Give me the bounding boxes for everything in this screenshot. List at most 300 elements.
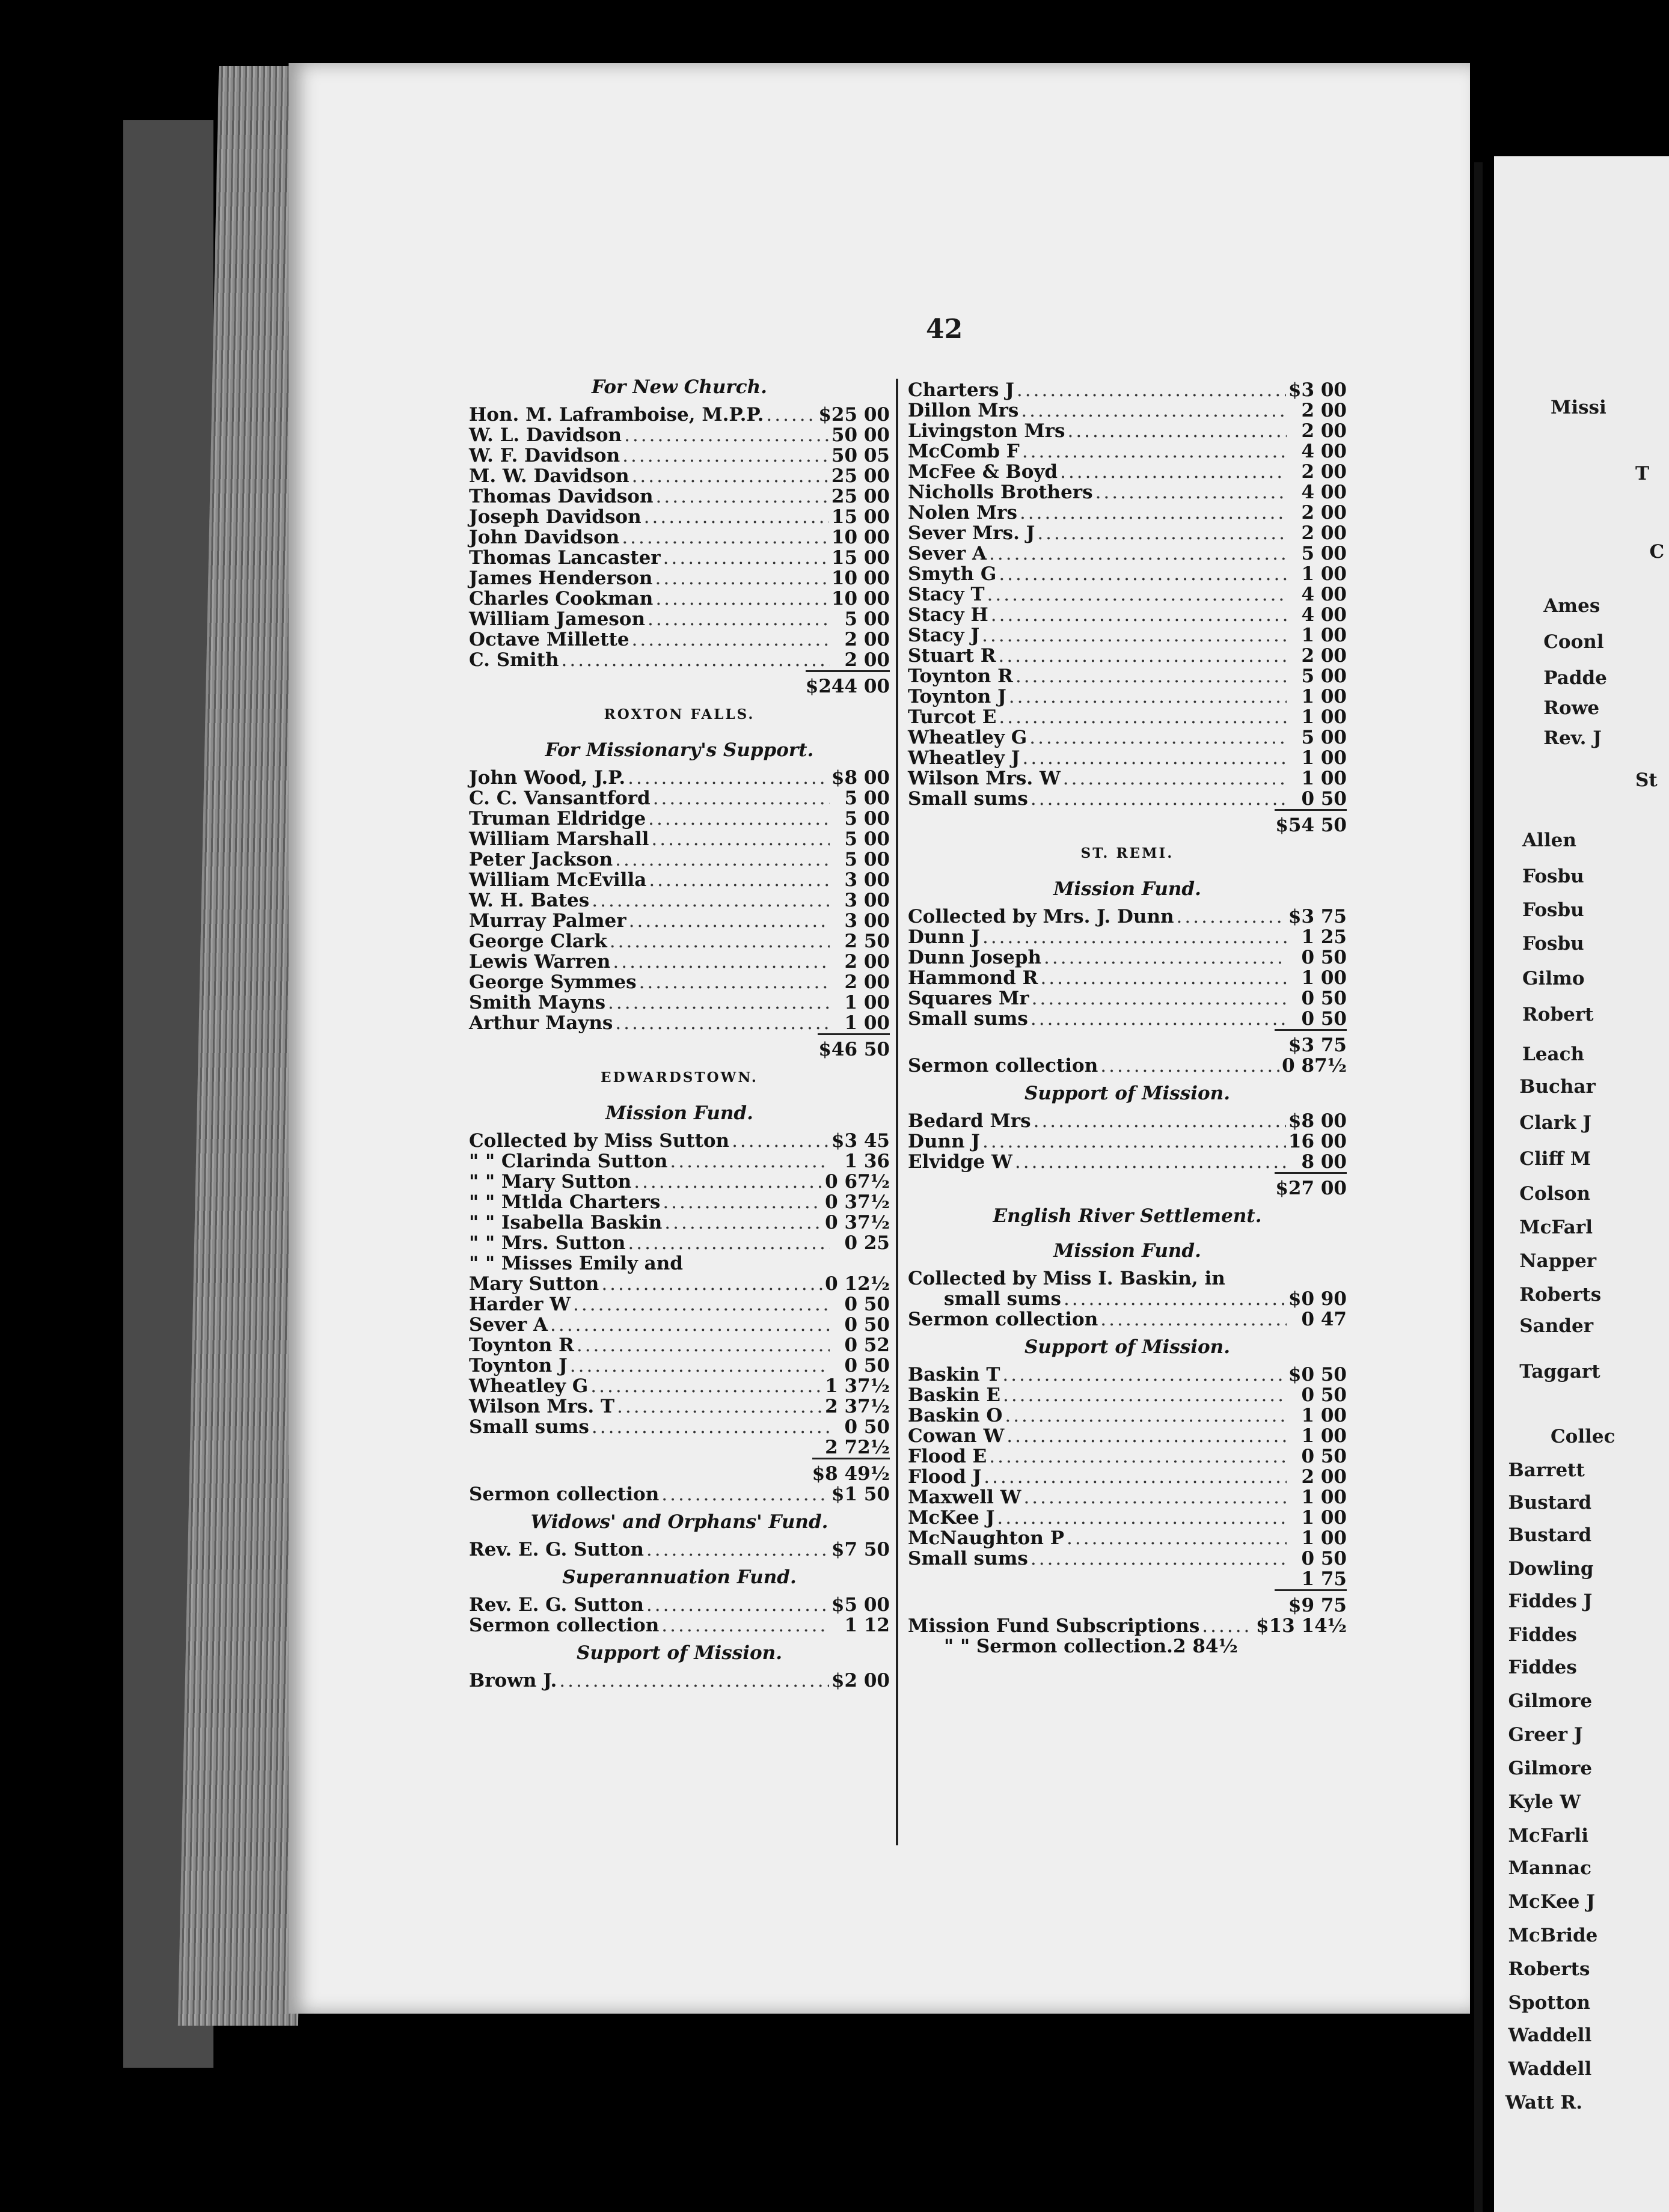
section-heading: For New Church. <box>592 376 767 398</box>
facing-page-fragment: McFarli <box>1508 1825 1588 1847</box>
section-heading: Mission Fund. <box>1053 878 1201 900</box>
ledger-row <box>469 629 890 650</box>
leader-dots <box>648 609 830 629</box>
entry-amount: 10 00 <box>831 527 890 548</box>
leader-dots <box>608 992 830 1013</box>
facing-page-fragment: Collec <box>1551 1426 1615 1447</box>
entry-list <box>469 1131 890 1458</box>
section-total: $46 50 <box>469 1033 890 1060</box>
entry-amount: 50 00 <box>831 424 890 446</box>
section-heading: Support of Mission. <box>1024 1083 1230 1104</box>
ledger-row <box>469 1376 890 1396</box>
entry-amount: 3 00 <box>844 890 890 911</box>
ledger-row <box>469 527 890 548</box>
leader-dots <box>1030 1009 1287 1029</box>
entry-amount: 1 00 <box>844 1012 890 1034</box>
leader-dots <box>651 829 830 849</box>
entry-name: Small sums <box>908 788 1028 810</box>
entry-amount: 0 50 <box>1301 947 1347 968</box>
facing-page-fragment: McBride <box>1508 1925 1598 1946</box>
ledger-row <box>469 931 890 952</box>
ledger-row <box>469 1172 890 1192</box>
leader-dots <box>1022 441 1287 462</box>
ledger-row <box>469 1396 890 1417</box>
leader-dots <box>1017 380 1286 400</box>
facing-page-fragment: Watt R. <box>1505 2092 1582 2113</box>
ledger-row <box>469 788 890 808</box>
entry-amount: 2 00 <box>844 629 890 650</box>
entry-amount: $0 50 <box>1288 1364 1347 1386</box>
leader-dots <box>1015 666 1287 686</box>
ledger-row <box>908 748 1347 768</box>
leader-dots <box>590 1376 822 1396</box>
ledger-row <box>908 1426 1347 1446</box>
section-heading: Support of Mission. <box>577 1642 782 1664</box>
ledger-row <box>908 1152 1347 1172</box>
entry-amount: 10 00 <box>831 588 890 610</box>
entry-amount: 15 00 <box>831 506 890 528</box>
section-heading: Mission Fund. <box>1053 1240 1201 1262</box>
leader-dots <box>987 584 1287 605</box>
ledger-row <box>469 1437 890 1458</box>
facing-page-fragment: Gilmo <box>1522 968 1585 989</box>
entry-name: Rev. E. G. Sutton <box>469 1594 644 1616</box>
entry-amount: 2 72½ <box>825 1437 890 1458</box>
entry-name: Dillon Mrs <box>908 400 1019 421</box>
entry-name: Small sums <box>908 1548 1028 1569</box>
facing-page-fragment: Roberts <box>1508 1958 1590 1980</box>
ledger-row <box>908 400 1347 421</box>
entry-amount: $3 45 <box>831 1130 890 1152</box>
facing-page-fragment: C <box>1649 541 1665 563</box>
leader-dots <box>628 768 829 788</box>
facing-page-fragment: St <box>1635 769 1658 791</box>
entry-name: Joseph Davidson <box>469 506 642 528</box>
leader-dots <box>634 1172 822 1192</box>
ledger-row <box>908 1569 1347 1589</box>
leader-dots <box>559 1670 829 1691</box>
leader-dots <box>653 788 830 808</box>
entry-amount: $5 00 <box>831 1594 890 1616</box>
facing-page-fragment: Missi <box>1551 397 1606 418</box>
ledger-row <box>469 1131 890 1151</box>
ledger-row <box>469 1315 890 1335</box>
leader-dots <box>766 405 816 425</box>
entry-name: Harder W <box>469 1294 571 1315</box>
leader-dots <box>984 1467 1287 1487</box>
ledger-row <box>469 992 890 1013</box>
entry-name: W. F. Davidson <box>469 445 620 466</box>
ledger-row: small sums ..... $0 90 <box>908 1289 1347 1309</box>
ledger-row <box>908 462 1347 482</box>
entry-name: Toynton J <box>469 1355 568 1376</box>
leader-dots <box>989 543 1287 564</box>
facing-page-fragment: Sander <box>1519 1315 1594 1337</box>
entry-amount: 0 37½ <box>825 1212 890 1233</box>
entry-amount: 0 67½ <box>825 1171 890 1193</box>
leader-dots <box>1003 1385 1287 1405</box>
ledger-row <box>908 1467 1347 1487</box>
ledger-row <box>908 1508 1347 1528</box>
entry-name: Baskin T <box>908 1364 1000 1386</box>
ledger-row <box>469 1294 890 1315</box>
facing-page-fragment: Cliff M <box>1519 1148 1591 1170</box>
entry-name: William Marshall <box>469 828 649 850</box>
facing-page-fragment: Kyle W <box>1508 1791 1581 1813</box>
facing-page-fragment: Fosbu <box>1522 899 1584 921</box>
entry-name: " " Mtlda Charters <box>469 1191 661 1213</box>
leader-dots <box>649 870 830 890</box>
ledger-row <box>469 870 890 890</box>
entry-name: Small sums <box>908 1008 1028 1030</box>
entry-amount: 5 00 <box>1301 543 1347 564</box>
ledger-row: Collected by Miss I. Baskin, in <box>908 1268 1225 1289</box>
entry-amount: 2 00 <box>1301 1466 1347 1488</box>
ledger-row <box>469 890 890 911</box>
entry-name: " " Isabella Baskin <box>469 1212 663 1233</box>
leader-dots <box>617 1396 822 1417</box>
entry-name: Charters J <box>908 379 1014 401</box>
entry-list <box>908 380 1347 809</box>
ledger-row <box>908 503 1347 523</box>
column-divider <box>896 379 898 1845</box>
leader-dots <box>663 548 829 568</box>
entry-name: McKee J <box>908 1507 995 1529</box>
entry-name: Sermon collection <box>469 1615 660 1636</box>
facing-page-fragment: Spotton <box>1508 1992 1591 2014</box>
leader-dots <box>628 1233 830 1253</box>
entry-name: W. L. Davidson <box>469 424 622 446</box>
entry-amount: 3 00 <box>844 910 890 932</box>
entry-list <box>469 1595 890 1636</box>
entry-amount: 1 00 <box>1301 563 1347 585</box>
ledger-row <box>469 1233 890 1253</box>
entry-name: Elvidge W <box>908 1151 1012 1173</box>
leader-dots <box>1044 947 1287 968</box>
section-total: $27 00 <box>908 1172 1347 1199</box>
ledger-row <box>908 666 1347 686</box>
leader-dots <box>615 849 830 870</box>
entry-amount: 1 00 <box>1301 967 1347 989</box>
entry-amount: 2 50 <box>844 930 890 952</box>
entry-amount: 0 50 <box>1301 988 1347 1009</box>
entry-amount: 0 50 <box>1301 1384 1347 1406</box>
gutter <box>1474 162 1483 2212</box>
leader-dots <box>1067 421 1287 441</box>
entry-amount: 1 37½ <box>825 1375 890 1397</box>
entry-name: Smyth G <box>908 563 997 585</box>
entry-name: Baskin E <box>908 1384 1000 1406</box>
entry-list <box>469 405 890 670</box>
leader-dots <box>661 1615 830 1636</box>
facing-page-fragment: Bustard <box>1508 1524 1592 1546</box>
entry-name: Stacy H <box>908 604 988 626</box>
entry-amount: 2 00 <box>844 971 890 993</box>
leader-dots <box>1095 482 1287 503</box>
entry-amount: 1 75 <box>1301 1568 1347 1590</box>
entry-name: Stuart R <box>908 645 996 667</box>
entry-name: Thomas Lancaster <box>469 547 661 569</box>
entry-amount: 2 00 <box>1301 645 1347 667</box>
facing-page-fragment: Gilmore <box>1508 1690 1593 1712</box>
facing-page-fragment: Padde <box>1543 667 1607 689</box>
entry-list <box>908 1111 1347 1172</box>
entry-name: William McEvilla <box>469 869 647 891</box>
entry-name: Small sums <box>469 1416 589 1438</box>
ledger-row <box>908 441 1347 462</box>
place-heading: ROXTON FALLS. <box>604 706 755 723</box>
entry-amount: 2 00 <box>1301 461 1347 483</box>
leader-dots <box>982 1131 1286 1152</box>
ledger-row <box>908 605 1347 625</box>
entry-name: Hon. M. Laframboise, M.P.P. <box>469 404 764 426</box>
place-heading: EDWARDSTOWN. <box>601 1069 758 1086</box>
leader-dots <box>999 564 1287 584</box>
facing-page-fragment: Roberts <box>1519 1284 1602 1306</box>
leader-dots <box>732 1131 829 1151</box>
entry-amount: 1 00 <box>1301 1527 1347 1549</box>
leader-dots <box>982 625 1287 646</box>
entry-name: Charles Cookman <box>469 588 654 610</box>
entry-name: George Clark <box>469 930 607 952</box>
section-heading: Support of Mission. <box>1024 1336 1230 1358</box>
entry-name: Bedard Mrs <box>908 1110 1031 1132</box>
facing-page-fragment: Clark J <box>1519 1112 1592 1134</box>
entry-name: Sever A <box>908 543 987 564</box>
leader-dots <box>982 927 1287 947</box>
ledger-row <box>469 486 890 507</box>
ledger-row <box>908 523 1347 543</box>
facing-page-fragment: Rev. J <box>1543 727 1602 749</box>
entry-amount: 2 00 <box>1301 502 1347 524</box>
entry-name: " " Mrs. Sutton <box>469 1232 626 1254</box>
leader-dots <box>1021 400 1287 421</box>
ledger-row <box>469 1192 890 1212</box>
entry-name: Murray Palmer <box>469 910 626 932</box>
leader-dots <box>1002 1364 1286 1385</box>
entry-amount: 0 50 <box>844 1314 890 1336</box>
leader-dots <box>592 1417 830 1437</box>
entry-name: Arthur Mayns <box>469 1012 613 1034</box>
entry-amount: 16 00 <box>1288 1131 1347 1152</box>
entry-name: Turcot E <box>908 706 997 728</box>
entry-name: Octave Millette <box>469 629 629 650</box>
entry-name: " " Clarinda Sutton <box>469 1150 668 1172</box>
entry-amount: 5 00 <box>1301 727 1347 748</box>
facing-page-fragment: Fosbu <box>1522 866 1584 887</box>
ledger-row <box>908 906 1347 927</box>
ledger-row <box>469 972 890 992</box>
leader-dots <box>592 890 830 911</box>
entry-amount: 15 00 <box>831 547 890 569</box>
place-heading: English River Settlement. <box>993 1205 1262 1227</box>
entry-amount: 2 00 <box>844 649 890 671</box>
right-column <box>908 380 1347 1657</box>
leader-dots <box>646 1539 829 1560</box>
entry-name: Thomas Davidson <box>469 486 654 507</box>
ledger-row <box>469 425 890 445</box>
ledger-row <box>908 1548 1347 1569</box>
ledger-row <box>908 968 1347 988</box>
leader-dots <box>622 445 829 466</box>
entry-name: Toynton R <box>908 665 1013 687</box>
entry-amount: 1 00 <box>1301 706 1347 728</box>
entry-list <box>469 1670 890 1691</box>
ledger-row: " " Sermon collection. 2 84½ <box>944 1636 1238 1657</box>
section-total: $3 75 <box>908 1029 1347 1056</box>
entry-name: Collected by Mrs. J. Dunn <box>908 906 1174 927</box>
ledger-row: Sermon collection ..... $1 50 <box>469 1484 890 1505</box>
leader-dots <box>629 911 830 931</box>
ledger-row <box>908 584 1347 605</box>
entry-name: Dunn Joseph <box>908 947 1042 968</box>
ledger-row <box>469 1539 890 1560</box>
ledger-row <box>469 609 890 629</box>
leader-dots <box>1006 1426 1287 1446</box>
facing-page-fragment: McKee J <box>1508 1891 1595 1913</box>
leader-dots <box>1005 1405 1287 1426</box>
leader-dots <box>1040 968 1287 988</box>
entry-name: James Henderson <box>469 567 653 589</box>
entry-name: Toynton J <box>908 686 1006 707</box>
ledger-row <box>908 1131 1347 1152</box>
entry-amount: 1 00 <box>844 992 890 1013</box>
ledger-row: Sermon collection ..... 0 47 <box>908 1309 1347 1330</box>
ledger-row <box>908 1405 1347 1426</box>
entry-name: Toynton R <box>469 1334 574 1356</box>
entry-name: John Wood, J.P. <box>469 767 626 789</box>
ledger-row <box>908 564 1347 584</box>
leader-dots <box>991 605 1287 625</box>
entry-amount: 5 00 <box>844 828 890 850</box>
ledger-row <box>469 1253 890 1274</box>
leader-dots <box>1034 1111 1286 1131</box>
entry-amount: 4 00 <box>1301 441 1347 462</box>
facing-page-fragment: McFarl <box>1519 1217 1593 1238</box>
entry-name: Wheatley G <box>469 1375 589 1397</box>
entry-name: Wheatley G <box>908 727 1027 748</box>
entry-amount: $2 00 <box>831 1670 890 1691</box>
entry-name: McNaughton P <box>908 1527 1065 1549</box>
leader-dots <box>601 1274 822 1294</box>
entry-amount: 0 50 <box>1301 1548 1347 1569</box>
ledger-row <box>469 588 890 609</box>
ledger-row <box>908 543 1347 564</box>
entry-name: Livingston Mrs <box>908 420 1065 442</box>
entry-name: Dunn J <box>908 1131 980 1152</box>
entry-amount: 1 25 <box>1301 926 1347 948</box>
ledger-row <box>469 849 890 870</box>
ledger-row <box>469 1013 890 1033</box>
entry-name: M. W. Davidson <box>469 465 629 487</box>
entry-amount: 0 50 <box>844 1355 890 1376</box>
entry-list <box>469 1539 890 1560</box>
entry-amount: 10 00 <box>831 567 890 589</box>
entry-name: Peter Jackson <box>469 849 613 870</box>
entry-amount: 1 36 <box>844 1150 890 1172</box>
facing-page-fragment: Waddell <box>1508 2024 1592 2046</box>
entry-name: " " Misses Emily and <box>469 1253 683 1274</box>
facing-page-fragment: Barrett <box>1508 1459 1585 1481</box>
entry-name: Rev. E. G. Sutton <box>469 1539 644 1560</box>
leader-dots <box>655 588 829 609</box>
leader-dots <box>664 1212 822 1233</box>
ledger-row: Mission Fund Subscriptions ..... $13 14½ <box>908 1616 1347 1636</box>
entry-amount: 1 00 <box>1301 1425 1347 1447</box>
ledger-row <box>469 568 890 588</box>
leader-dots <box>1030 1548 1287 1569</box>
entry-name: Stacy J <box>908 625 980 646</box>
ledger-row <box>469 405 890 425</box>
ledger-row <box>469 829 890 849</box>
leader-dots <box>1032 988 1287 1009</box>
facing-page-fragment: Leach <box>1522 1043 1585 1065</box>
entry-name: Cowan W <box>908 1425 1005 1447</box>
entry-amount: $7 50 <box>831 1539 890 1560</box>
entry-amount: 2 37½ <box>825 1396 890 1417</box>
leader-dots <box>646 1595 829 1615</box>
entry-name: Mary Sutton <box>469 1273 599 1295</box>
entry-name: Brown J. <box>469 1670 557 1691</box>
entry-amount: 1 00 <box>1301 625 1347 646</box>
ledger-row <box>908 707 1347 727</box>
entry-name: McFee & Boyd <box>908 461 1058 483</box>
ledger-row <box>469 1355 890 1376</box>
facing-page-fragment: Buchar <box>1519 1076 1596 1098</box>
ledger-row <box>469 952 890 972</box>
entry-amount: 8 00 <box>1301 1151 1347 1173</box>
ledger-row <box>908 482 1347 503</box>
leader-dots <box>1009 686 1287 707</box>
entry-amount: 1 00 <box>1301 1507 1347 1529</box>
entry-amount: $8 00 <box>831 767 890 789</box>
facing-page-fragment: Coonl <box>1543 631 1604 653</box>
ledger-row <box>469 548 890 568</box>
entry-amount: 1 00 <box>1301 1405 1347 1426</box>
entry-amount: 4 00 <box>1301 481 1347 503</box>
entry-name: Nolen Mrs <box>908 502 1017 524</box>
ledger-row <box>469 1212 890 1233</box>
entry-amount: 5 00 <box>844 849 890 870</box>
leader-dots <box>1177 906 1286 927</box>
entry-amount: 0 50 <box>1301 1446 1347 1467</box>
ledger-row <box>469 808 890 829</box>
entry-name: William Jameson <box>469 608 646 630</box>
entry-amount: 2 00 <box>844 951 890 973</box>
facing-page-fragment: Taggart <box>1519 1361 1600 1382</box>
entry-name: " " Mary Sutton <box>469 1171 632 1193</box>
entry-amount: 0 52 <box>844 1334 890 1356</box>
section-heading: Mission Fund. <box>605 1102 753 1124</box>
ledger-row <box>908 1111 1347 1131</box>
ledger-row <box>908 625 1347 646</box>
ledger-row <box>469 1670 890 1691</box>
facing-page-fragment: Dowling <box>1508 1558 1594 1580</box>
entry-list <box>908 1364 1347 1589</box>
leader-dots <box>615 1013 830 1033</box>
facing-page-fragment: Napper <box>1519 1250 1597 1272</box>
entry-amount: 25 00 <box>831 486 890 507</box>
entry-name: Wilson Mrs. W <box>908 768 1061 789</box>
entry-amount: 0 37½ <box>825 1191 890 1213</box>
leader-dots <box>989 1446 1287 1467</box>
leader-dots <box>613 952 830 972</box>
entry-amount: 5 00 <box>844 787 890 809</box>
leader-dots <box>622 527 829 548</box>
entry-name: John Davidson <box>469 527 620 548</box>
entry-amount: $25 00 <box>818 404 890 426</box>
ledger-row <box>908 768 1347 789</box>
